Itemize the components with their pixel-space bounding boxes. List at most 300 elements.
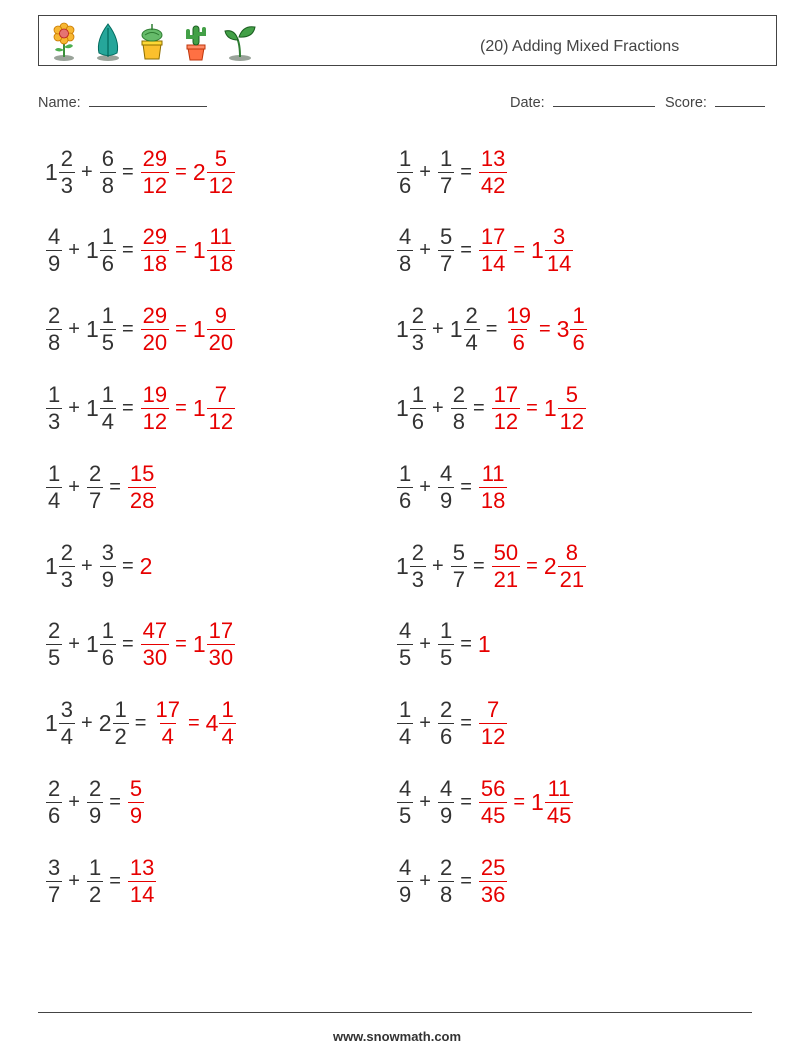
denominator: 7 (88, 487, 102, 513)
denominator: 3 (411, 330, 425, 356)
answer (193, 305, 235, 354)
fraction-term (396, 226, 413, 275)
numerator: 7 (486, 697, 500, 723)
fraction (438, 226, 454, 275)
fraction (153, 699, 181, 748)
problem-row (396, 302, 587, 358)
answer-fraction (478, 775, 507, 828)
plus-sign: + (68, 790, 80, 813)
fraction (397, 854, 413, 907)
problem-row (45, 696, 236, 752)
equals-sign: = (109, 869, 121, 892)
numerator: 17 (493, 381, 519, 407)
numerator: 56 (480, 775, 506, 801)
fraction (397, 620, 413, 669)
answer-fraction (543, 539, 586, 592)
denominator: 30 (208, 645, 234, 671)
fraction (545, 226, 573, 275)
answer-fraction (193, 226, 235, 275)
fraction (492, 381, 520, 434)
denominator: 12 (493, 408, 519, 434)
fraction-term (99, 699, 129, 748)
whole-number: 1 (192, 237, 206, 264)
equals-sign: = (472, 554, 485, 577)
denominator: 6 (399, 487, 412, 513)
denominator: 36 (480, 881, 506, 907)
numerator: 1 (101, 618, 114, 644)
answer-integer: 2 (139, 552, 153, 579)
answer (478, 226, 507, 275)
numerator: 2 (88, 460, 102, 486)
numerator: 29 (142, 303, 168, 329)
fraction (397, 226, 413, 275)
answer-fraction (478, 145, 507, 198)
answer (503, 305, 532, 354)
denominator: 4 (101, 408, 114, 434)
numerator: 13 (129, 854, 155, 880)
equals-sign: = (121, 318, 134, 341)
numerator: 1 (101, 303, 114, 329)
fraction-term (99, 539, 116, 592)
denominator: 5 (48, 645, 61, 671)
whole-number: 1 (85, 237, 99, 264)
numerator: 3 (101, 539, 114, 565)
numerator: 2 (60, 539, 74, 565)
answer (140, 381, 169, 434)
whole-number: 1 (192, 316, 206, 343)
fraction-term (45, 854, 62, 907)
answer (140, 620, 169, 669)
answer (491, 539, 520, 592)
plus-sign: + (419, 633, 431, 656)
answer-fraction (192, 145, 235, 198)
numerator: 2 (88, 775, 102, 801)
problem-row (45, 302, 235, 358)
numerator: 2 (452, 381, 465, 407)
whole-number: 1 (396, 552, 409, 579)
whole-number: 2 (192, 158, 206, 185)
numerator: 2 (439, 697, 453, 723)
equals-sign: = (109, 790, 121, 813)
fraction (479, 226, 507, 275)
numerator: 17 (208, 618, 234, 644)
fraction (141, 620, 169, 669)
equals-sign: = (175, 633, 187, 656)
denominator: 9 (101, 566, 114, 592)
numerator: 1 (399, 145, 412, 171)
fraction-term (450, 539, 467, 592)
fraction (545, 775, 573, 828)
answer (478, 631, 491, 658)
problem-row (45, 380, 235, 436)
fraction (46, 381, 62, 434)
fraction (438, 854, 454, 907)
fraction (100, 305, 116, 354)
name-field (38, 92, 207, 111)
answer (140, 305, 169, 354)
fraction (479, 775, 507, 828)
denominator: 6 (101, 645, 114, 671)
numerator: 1 (114, 697, 127, 723)
numerator: 1 (101, 381, 114, 407)
flower-icon (45, 20, 83, 62)
numerator: 11 (481, 460, 505, 486)
answer-fraction (140, 381, 169, 434)
answer (193, 226, 235, 275)
score-line (715, 92, 765, 107)
fraction (397, 460, 413, 513)
fraction (87, 460, 103, 513)
equals-sign: = (460, 239, 472, 262)
denominator: 9 (439, 802, 453, 828)
whole-number: 1 (396, 394, 409, 421)
name-label: Name: (38, 95, 81, 111)
answer (478, 460, 507, 513)
fraction (479, 854, 507, 907)
answer-fraction (206, 699, 236, 748)
equals-sign: = (121, 396, 134, 419)
fraction (207, 305, 235, 354)
cactus-icon (177, 20, 215, 62)
leaf-icon (89, 20, 127, 62)
equals-sign: = (175, 318, 187, 341)
plus-sign: + (68, 869, 80, 892)
denominator: 9 (88, 802, 102, 828)
denominator: 12 (559, 408, 585, 434)
denominator: 14 (546, 251, 572, 277)
whole-number: 1 (192, 394, 206, 421)
numerator: 2 (439, 854, 453, 880)
plus-sign: + (68, 318, 80, 341)
fraction-term (45, 539, 75, 592)
denominator: 5 (439, 645, 453, 671)
fraction-term (45, 460, 62, 513)
answer (127, 854, 156, 907)
fraction (492, 539, 520, 592)
fraction-term (86, 460, 103, 513)
denominator: 4 (399, 724, 412, 750)
fraction-term (437, 226, 454, 275)
answer (491, 381, 520, 434)
denominator: 8 (101, 172, 114, 198)
denominator: 45 (480, 802, 506, 828)
answer (543, 539, 586, 592)
fraction-term (86, 620, 116, 669)
fraction (100, 539, 116, 592)
denominator: 20 (142, 330, 168, 356)
fraction-term (396, 539, 426, 592)
numerator: 9 (214, 303, 227, 329)
fraction (219, 699, 235, 748)
numerator: 25 (480, 854, 506, 880)
equals-sign: = (121, 160, 134, 183)
problem-row (45, 774, 144, 830)
problem-row (45, 853, 156, 909)
equals-sign: = (460, 633, 472, 656)
numerator: 3 (552, 224, 566, 250)
fraction (438, 460, 454, 513)
numerator: 2 (411, 539, 425, 565)
equals-sign: = (460, 712, 472, 735)
numerator: 50 (493, 539, 519, 565)
denominator: 18 (208, 251, 234, 277)
plus-sign: + (419, 712, 431, 735)
whole-number: 1 (531, 788, 544, 815)
answer (152, 699, 181, 748)
fraction-term (450, 305, 480, 354)
whole-number: 1 (449, 316, 463, 343)
whole-number: 3 (556, 316, 570, 343)
plus-sign: + (419, 790, 431, 813)
fraction (207, 381, 235, 434)
answer (192, 381, 235, 434)
numerator: 1 (572, 303, 585, 329)
denominator: 18 (142, 251, 168, 277)
fraction-term (396, 775, 413, 828)
answer-fraction (193, 620, 235, 669)
fraction (46, 305, 62, 354)
numerator: 1 (221, 697, 234, 723)
denominator: 18 (480, 487, 506, 513)
potted-plant-icon (133, 20, 171, 62)
fraction (141, 145, 169, 198)
numerator: 4 (399, 775, 412, 801)
equals-sign: = (526, 396, 538, 419)
numerator: 4 (48, 224, 61, 250)
name-line (89, 92, 207, 107)
denominator: 8 (439, 881, 453, 907)
answer-fraction (192, 381, 235, 434)
numerator: 6 (101, 145, 114, 171)
answer-fraction (140, 620, 169, 669)
equals-sign: = (513, 239, 526, 262)
numerator: 15 (129, 460, 155, 486)
answer-fraction (478, 460, 507, 513)
fraction (438, 775, 454, 828)
numerator: 5 (214, 145, 227, 171)
equals-sign: = (175, 396, 187, 419)
answer-fraction (557, 305, 587, 354)
fraction (141, 381, 169, 434)
fraction-term (45, 226, 62, 275)
denominator: 12 (142, 408, 168, 434)
fraction-term (86, 854, 103, 907)
plus-sign: + (419, 475, 431, 498)
fraction (141, 305, 169, 354)
fraction-term (86, 226, 116, 275)
fraction-term (437, 699, 454, 748)
numerator: 1 (439, 145, 453, 171)
fraction-term (437, 854, 454, 907)
denominator: 3 (411, 566, 425, 592)
fraction (100, 620, 116, 669)
denominator: 5 (101, 330, 114, 356)
denominator: 2 (114, 724, 127, 750)
equals-sign: = (121, 554, 134, 577)
fraction (128, 854, 156, 907)
denominator: 6 (572, 330, 585, 356)
denominator: 3 (48, 408, 61, 434)
whole-number: 4 (205, 710, 219, 737)
fraction-term (437, 620, 454, 669)
answer (192, 145, 235, 198)
fraction-term (45, 381, 62, 434)
fraction (504, 305, 532, 354)
fraction (87, 854, 103, 907)
whole-number: 1 (45, 710, 58, 737)
fraction-term (437, 775, 454, 828)
fraction-term (396, 305, 426, 354)
numerator: 1 (48, 460, 61, 486)
fraction-term (437, 460, 454, 513)
equals-sign: = (187, 712, 200, 735)
fraction (113, 699, 129, 748)
numerator: 19 (142, 381, 168, 407)
answer (478, 145, 507, 198)
fraction (570, 305, 586, 354)
answer-fraction (127, 460, 156, 513)
answer (478, 699, 507, 748)
fraction (410, 381, 426, 434)
denominator: 12 (208, 172, 234, 198)
fraction (479, 699, 507, 748)
denominator: 3 (60, 172, 74, 198)
numerator: 1 (101, 224, 114, 250)
numerator: 4 (399, 224, 412, 250)
denominator: 12 (142, 172, 168, 198)
answer-fraction (491, 539, 520, 592)
numerator: 5 (439, 224, 453, 250)
fraction (46, 775, 62, 828)
sprout-icon (221, 20, 259, 62)
plus-sign: + (419, 160, 431, 183)
answer-fraction (140, 305, 169, 354)
denominator: 6 (101, 251, 114, 277)
answer (531, 226, 573, 275)
fraction (410, 305, 426, 354)
answer-fraction (543, 381, 586, 434)
denominator: 4 (48, 487, 61, 513)
date-label: Date: (510, 95, 545, 111)
numerator: 47 (142, 618, 168, 644)
fraction-term (396, 854, 413, 907)
numerator: 2 (48, 303, 61, 329)
fraction (451, 539, 467, 592)
plus-sign: + (68, 633, 80, 656)
fraction (479, 145, 507, 198)
answer-fraction (127, 854, 156, 907)
numerator: 1 (439, 618, 453, 644)
denominator: 6 (439, 724, 453, 750)
numerator: 1 (399, 697, 412, 723)
whole-number: 1 (85, 394, 99, 421)
equals-sign: = (175, 160, 187, 183)
header-icons (45, 20, 259, 62)
fraction-term (45, 620, 62, 669)
plus-sign: + (432, 554, 444, 577)
problem-row (396, 696, 507, 752)
fraction-term (396, 460, 413, 513)
denominator: 8 (399, 251, 412, 277)
fraction (410, 539, 426, 592)
fraction (128, 460, 156, 513)
answer (140, 145, 169, 198)
equals-sign: = (538, 318, 551, 341)
fraction (59, 699, 75, 748)
denominator: 9 (129, 802, 143, 828)
numerator: 4 (439, 460, 453, 486)
denominator: 4 (465, 330, 478, 356)
answer-fraction (152, 699, 181, 748)
answer-integer: 1 (477, 631, 491, 658)
denominator: 9 (399, 881, 412, 907)
plus-sign: + (68, 396, 80, 419)
answer-fraction (478, 854, 507, 907)
date-field (510, 92, 655, 111)
numerator: 11 (547, 775, 571, 801)
denominator: 6 (411, 408, 425, 434)
header-box (38, 15, 777, 66)
fraction-term (99, 145, 116, 198)
numerator: 7 (214, 381, 227, 407)
fraction (59, 539, 75, 592)
denominator: 14 (129, 881, 155, 907)
fraction-term (396, 145, 413, 198)
answer (478, 775, 507, 828)
denominator: 42 (480, 172, 506, 198)
equals-sign: = (121, 239, 134, 262)
whole-number: 2 (98, 710, 112, 737)
fraction (46, 460, 62, 513)
answer-fraction (491, 381, 520, 434)
denominator: 30 (142, 645, 168, 671)
fraction (397, 145, 413, 198)
answer-fraction (478, 226, 507, 275)
numerator: 5 (452, 539, 465, 565)
denominator: 9 (439, 487, 453, 513)
denominator: 7 (439, 172, 453, 198)
denominator: 9 (48, 251, 61, 277)
answer-fraction (503, 305, 532, 354)
whole-number: 1 (543, 394, 557, 421)
plus-sign: + (81, 712, 93, 735)
denominator: 28 (129, 487, 155, 513)
denominator: 12 (480, 724, 506, 750)
score-label: Score: (665, 95, 707, 111)
fraction-term (396, 620, 413, 669)
fraction-term (86, 775, 103, 828)
whole-number: 1 (192, 631, 206, 658)
fraction (207, 145, 235, 198)
numerator: 17 (155, 697, 180, 723)
problem-row (45, 617, 235, 673)
denominator: 7 (452, 566, 465, 592)
plus-sign: + (68, 239, 80, 262)
fraction (59, 145, 75, 198)
numerator: 2 (411, 303, 425, 329)
date-line (553, 92, 655, 107)
numerator: 1 (411, 381, 425, 407)
fraction (558, 539, 586, 592)
footer-url: www.snowmath.com (332, 1029, 462, 1044)
answer-fraction (478, 699, 507, 748)
numerator: 5 (565, 381, 578, 407)
fraction (397, 699, 413, 748)
answer-fraction (127, 775, 144, 828)
denominator: 12 (208, 408, 234, 434)
equals-sign: = (175, 239, 187, 262)
equals-sign: = (485, 318, 498, 341)
